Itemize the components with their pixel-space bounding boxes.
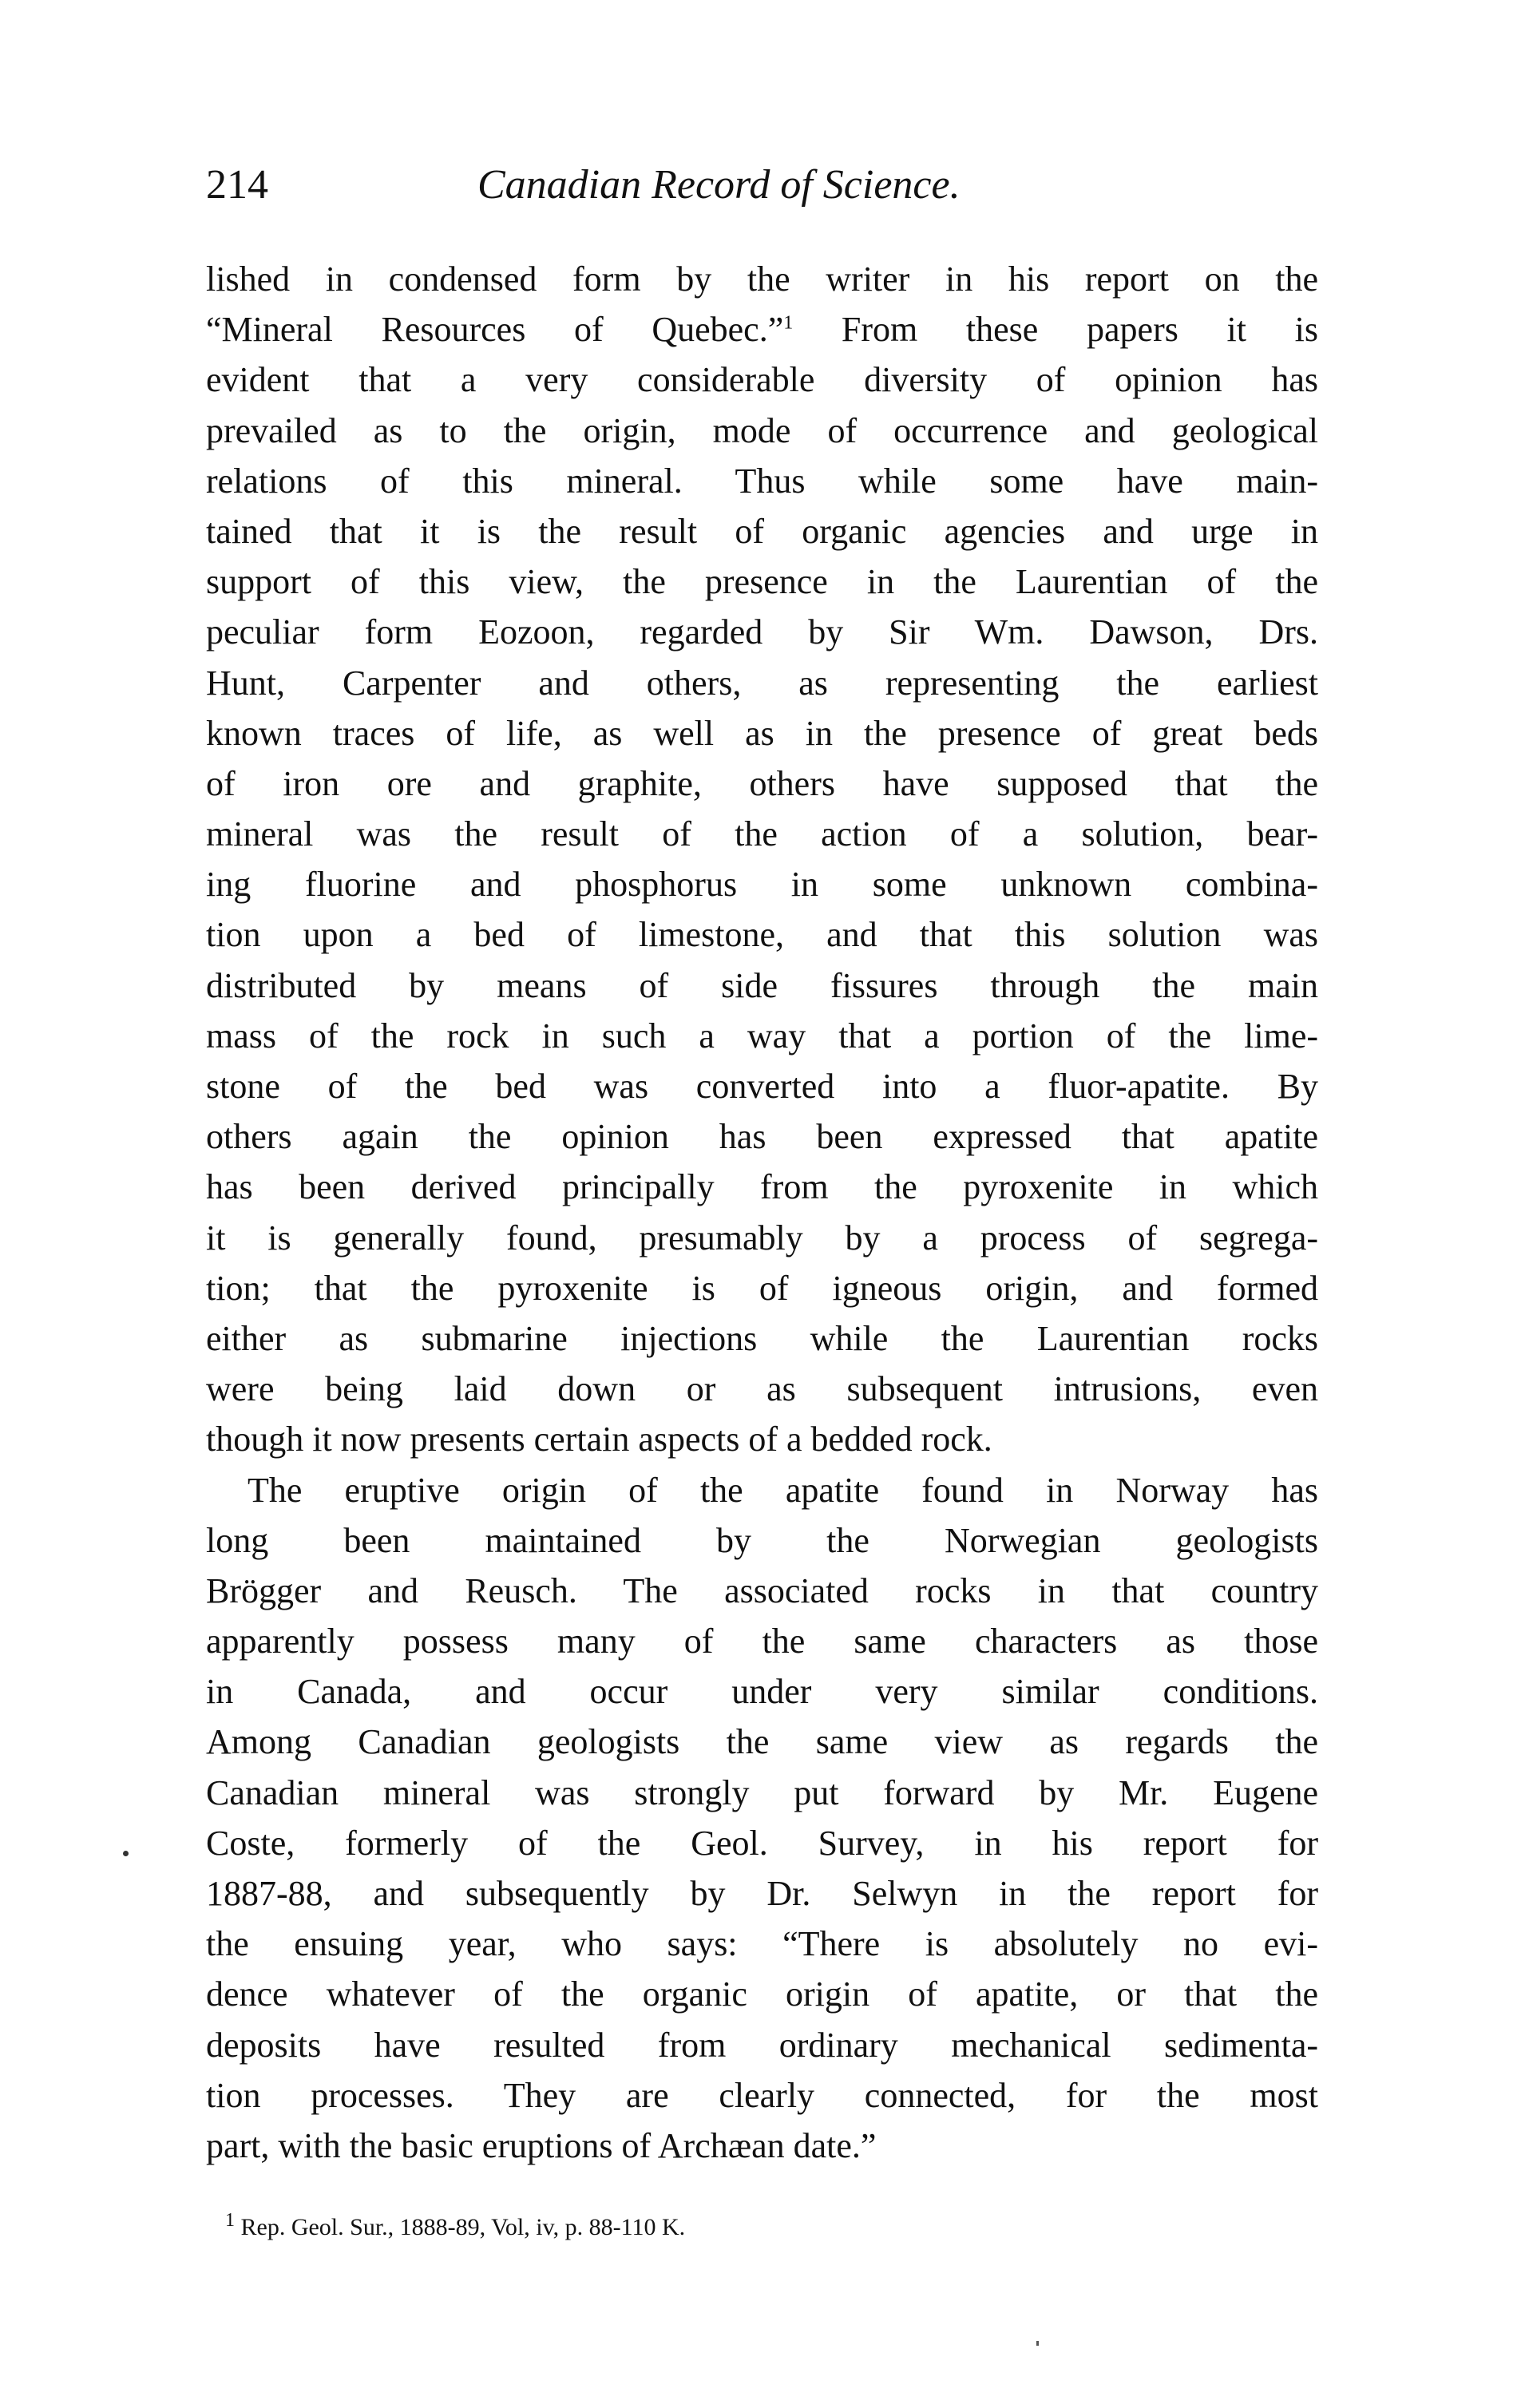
text-line: either as submarine injections while the Laurentian rocks: [206, 1318, 1318, 1358]
text-line: tion upon a bed of limestone, and that this solution was: [206, 915, 1318, 955]
text-line: Coste, formerly of the Geol. Survey, in his report for: [206, 1823, 1318, 1863]
text-line: peculiar form Eozoon, regarded by Sir Wm. Dawson, Drs.: [206, 612, 1318, 652]
text-line: Among Canadian geologists the same view as regards the: [206, 1722, 1318, 1762]
text-line: evident that a very considerable diversity of opinion has: [206, 360, 1318, 400]
text-line: the ensuing year, who says: “There is absolutely no evi-: [206, 1924, 1318, 1964]
text-line-part: From these papers it is: [841, 310, 1318, 350]
text-line: support of this view, the presence in the Laurentian of the: [206, 562, 1318, 602]
text-line: 1887-88, and subsequently by Dr. Selwyn in the report for: [206, 1874, 1318, 1913]
text-line: in Canada, and occur under very similar conditions.: [206, 1672, 1318, 1712]
text-line: of iron ore and graphite, others have supposed that the: [206, 763, 1318, 803]
text-line: long been maintained by the Norwegian geologists: [206, 1520, 1318, 1560]
text-line: Hunt, Carpenter and others, as representing the earliest: [206, 663, 1318, 703]
text-line: others again the opinion has been expressed that apatite: [206, 1117, 1318, 1157]
text-line: relations of this mineral. Thus while some have main-: [206, 461, 1318, 501]
text-line: tained that it is the result of organic agencies and urge in: [206, 511, 1318, 551]
text-line: it is generally found, presumably by a process of segrega-: [206, 1218, 1318, 1257]
text-line: lished in condensed form by the writer in his report on the: [206, 259, 1318, 299]
margin-dot: [123, 1851, 129, 1856]
text-line-with-footnote-ref: [206, 304, 1318, 354]
text-line: part, with the basic eruptions of Archæan date.”: [206, 2125, 877, 2165]
text-line: were being laid down or as subsequent intrusions, even: [206, 1369, 1318, 1409]
footnote-text: Rep. Geol. Sur., 1888-89, Vol, iv, p. 88-110 K.: [240, 2214, 686, 2240]
text-line: Canadian mineral was strongly put forward by Mr. Eugene: [206, 1772, 1318, 1812]
text-line: Brögger and Reusch. The associated rocks in that country: [206, 1570, 1318, 1610]
scan-mark: [1036, 2341, 1039, 2346]
text-line: mass of the rock in such a way that a portion of the lime-: [206, 1016, 1318, 1055]
text-line: tion processes. They are clearly connected, for the most: [206, 2075, 1318, 2115]
text-line: apparently possess many of the same characters as those: [206, 1622, 1318, 1661]
text-line: distributed by means of side fissures through the main: [206, 965, 1318, 1005]
text-line: mineral was the result of the action of a solution, bear-: [206, 814, 1318, 854]
page-header: [206, 160, 1324, 217]
text-line: tion; that the pyroxenite is of igneous origin, and formed: [206, 1268, 1318, 1308]
text-line: dence whatever of the organic origin of apatite, or that the: [206, 1974, 1318, 2014]
footnote-marker: 1: [225, 2210, 235, 2231]
text-line: prevailed as to the origin, mode of occurrence and geological: [206, 410, 1318, 450]
text-line: The eruptive origin of the apatite found in Norway has: [248, 1470, 1318, 1510]
page-number: 214: [206, 162, 268, 208]
body-text: [206, 254, 1318, 2171]
footnote: [225, 2212, 685, 2244]
text-line: has been derived principally from the pyroxenite in which: [206, 1167, 1318, 1207]
footnote-reference: 1: [783, 312, 794, 334]
text-line: stone of the bed was converted into a fluor-apatite. By: [206, 1067, 1318, 1106]
running-title: Canadian Record of Science.: [477, 162, 961, 208]
text-line: though it now presents certain aspects of a bedded rock.: [206, 1420, 992, 1459]
text-line-part: “Mineral Resources of Quebec.”: [206, 310, 784, 350]
text-line: ing fluorine and phosphorus in some unknown combina-: [206, 865, 1318, 905]
text-line: known traces of life, as well as in the presence of great beds: [206, 713, 1318, 753]
text-line: deposits have resulted from ordinary mechanical sedimenta-: [206, 2025, 1318, 2065]
